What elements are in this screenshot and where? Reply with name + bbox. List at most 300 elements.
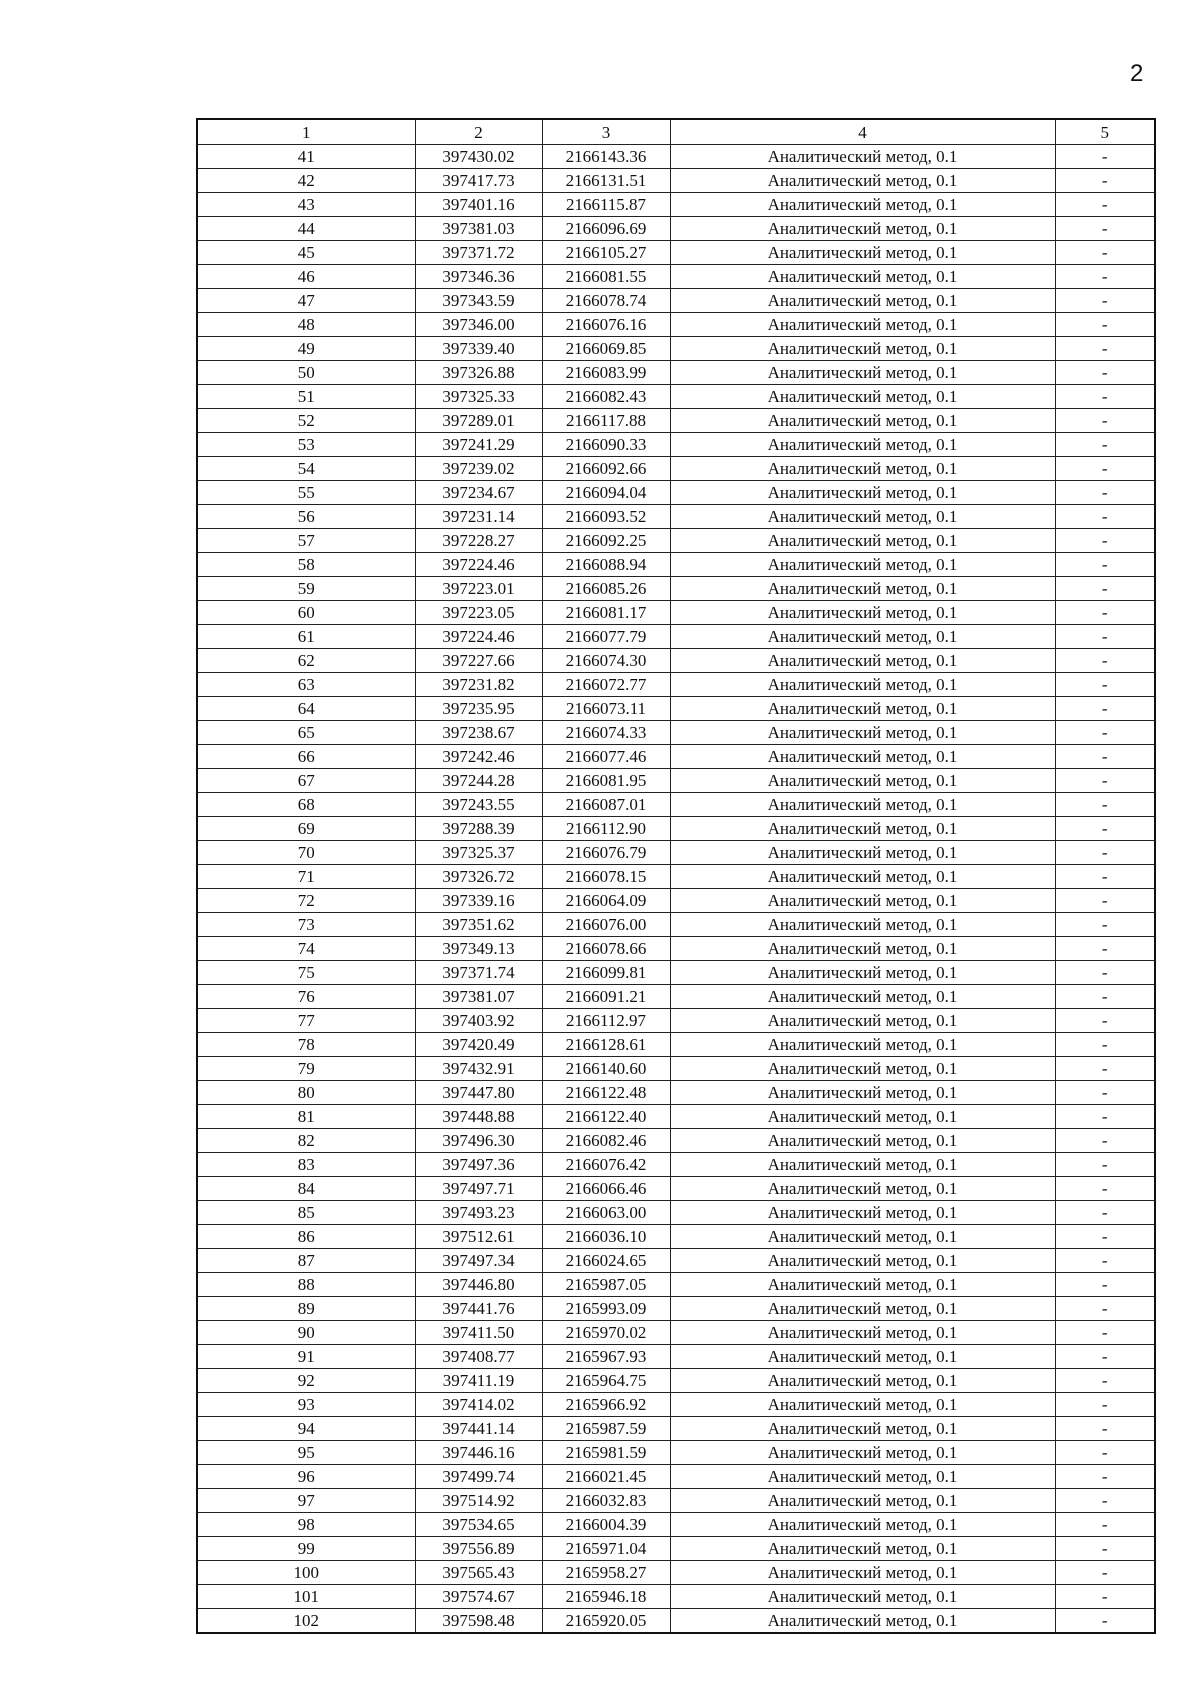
method-cell: Аналитический метод, 0.1 — [670, 1393, 1055, 1417]
table-row — [197, 1321, 1155, 1345]
method-cell: Аналитический метод, 0.1 — [670, 1585, 1055, 1609]
point-number-cell: 47 — [197, 289, 415, 313]
x-coordinate-cell: 397556.89 — [415, 1537, 542, 1561]
note-cell: - — [1055, 1129, 1155, 1153]
y-coordinate-cell: 2166092.25 — [542, 529, 670, 553]
x-coordinate-cell: 397411.50 — [415, 1321, 542, 1345]
x-coordinate-cell: 397326.72 — [415, 865, 542, 889]
point-number-cell: 67 — [197, 769, 415, 793]
note-cell: - — [1055, 625, 1155, 649]
x-coordinate-cell: 397430.02 — [415, 145, 542, 169]
table-row — [197, 217, 1155, 241]
point-number-cell: 92 — [197, 1369, 415, 1393]
y-coordinate-cell: 2166112.90 — [542, 817, 670, 841]
y-coordinate-cell: 2166092.66 — [542, 457, 670, 481]
note-cell: - — [1055, 1513, 1155, 1537]
table-row — [197, 1441, 1155, 1465]
method-cell: Аналитический метод, 0.1 — [670, 1369, 1055, 1393]
point-number-cell: 66 — [197, 745, 415, 769]
y-coordinate-cell: 2166140.60 — [542, 1057, 670, 1081]
y-coordinate-cell: 2166074.33 — [542, 721, 670, 745]
point-number-cell: 56 — [197, 505, 415, 529]
y-coordinate-cell: 2166082.46 — [542, 1129, 670, 1153]
method-cell: Аналитический метод, 0.1 — [670, 1273, 1055, 1297]
method-cell: Аналитический метод, 0.1 — [670, 817, 1055, 841]
method-cell: Аналитический метод, 0.1 — [670, 937, 1055, 961]
method-cell: Аналитический метод, 0.1 — [670, 241, 1055, 265]
table-row — [197, 1369, 1155, 1393]
note-cell: - — [1055, 1489, 1155, 1513]
table-body — [197, 145, 1155, 1634]
table-row — [197, 289, 1155, 313]
y-coordinate-cell: 2165920.05 — [542, 1609, 670, 1634]
y-coordinate-cell: 2166131.51 — [542, 169, 670, 193]
column-header: 1 — [197, 119, 415, 145]
table-row — [197, 625, 1155, 649]
y-coordinate-cell: 2165958.27 — [542, 1561, 670, 1585]
y-coordinate-cell: 2165993.09 — [542, 1297, 670, 1321]
point-number-cell: 74 — [197, 937, 415, 961]
table-row — [197, 433, 1155, 457]
method-cell: Аналитический метод, 0.1 — [670, 601, 1055, 625]
point-number-cell: 72 — [197, 889, 415, 913]
note-cell: - — [1055, 1153, 1155, 1177]
y-coordinate-cell: 2165967.93 — [542, 1345, 670, 1369]
method-cell: Аналитический метод, 0.1 — [670, 1297, 1055, 1321]
method-cell: Аналитический метод, 0.1 — [670, 265, 1055, 289]
point-number-cell: 41 — [197, 145, 415, 169]
method-cell: Аналитический метод, 0.1 — [670, 1201, 1055, 1225]
table-row — [197, 793, 1155, 817]
x-coordinate-cell: 397493.23 — [415, 1201, 542, 1225]
method-cell: Аналитический метод, 0.1 — [670, 1129, 1055, 1153]
note-cell: - — [1055, 169, 1155, 193]
y-coordinate-cell: 2165970.02 — [542, 1321, 670, 1345]
point-number-cell: 91 — [197, 1345, 415, 1369]
note-cell: - — [1055, 769, 1155, 793]
method-cell: Аналитический метод, 0.1 — [670, 1321, 1055, 1345]
note-cell: - — [1055, 1201, 1155, 1225]
note-cell: - — [1055, 1081, 1155, 1105]
table-row — [197, 961, 1155, 985]
x-coordinate-cell: 397234.67 — [415, 481, 542, 505]
method-cell: Аналитический метод, 0.1 — [670, 505, 1055, 529]
x-coordinate-cell: 397238.67 — [415, 721, 542, 745]
x-coordinate-cell: 397351.62 — [415, 913, 542, 937]
table-row — [197, 313, 1155, 337]
method-cell: Аналитический метод, 0.1 — [670, 1489, 1055, 1513]
method-cell: Аналитический метод, 0.1 — [670, 865, 1055, 889]
y-coordinate-cell: 2166078.15 — [542, 865, 670, 889]
x-coordinate-cell: 397574.67 — [415, 1585, 542, 1609]
point-number-cell: 44 — [197, 217, 415, 241]
point-number-cell: 59 — [197, 577, 415, 601]
table-row — [197, 1177, 1155, 1201]
point-number-cell: 84 — [197, 1177, 415, 1201]
note-cell: - — [1055, 385, 1155, 409]
x-coordinate-cell: 397534.65 — [415, 1513, 542, 1537]
point-number-cell: 55 — [197, 481, 415, 505]
table-row — [197, 985, 1155, 1009]
page-number: 2 — [1130, 60, 1144, 87]
y-coordinate-cell: 2166094.04 — [542, 481, 670, 505]
y-coordinate-cell: 2166077.46 — [542, 745, 670, 769]
note-cell: - — [1055, 937, 1155, 961]
table-row — [197, 1033, 1155, 1057]
y-coordinate-cell: 2166088.94 — [542, 553, 670, 577]
note-cell: - — [1055, 1417, 1155, 1441]
note-cell: - — [1055, 1537, 1155, 1561]
method-cell: Аналитический метод, 0.1 — [670, 1441, 1055, 1465]
note-cell: - — [1055, 241, 1155, 265]
x-coordinate-cell: 397231.82 — [415, 673, 542, 697]
y-coordinate-cell: 2166077.79 — [542, 625, 670, 649]
y-coordinate-cell: 2165987.59 — [542, 1417, 670, 1441]
note-cell: - — [1055, 409, 1155, 433]
x-coordinate-cell: 397289.01 — [415, 409, 542, 433]
table-row — [197, 553, 1155, 577]
point-number-cell: 90 — [197, 1321, 415, 1345]
table-row — [197, 1009, 1155, 1033]
point-number-cell: 51 — [197, 385, 415, 409]
table-row — [197, 385, 1155, 409]
table-row — [197, 601, 1155, 625]
note-cell: - — [1055, 673, 1155, 697]
x-coordinate-cell: 397243.55 — [415, 793, 542, 817]
table-row — [197, 1105, 1155, 1129]
table-row — [197, 361, 1155, 385]
x-coordinate-cell: 397401.16 — [415, 193, 542, 217]
x-coordinate-cell: 397514.92 — [415, 1489, 542, 1513]
method-cell: Аналитический метод, 0.1 — [670, 217, 1055, 241]
x-coordinate-cell: 397448.88 — [415, 1105, 542, 1129]
table-row — [197, 529, 1155, 553]
y-coordinate-cell: 2166085.26 — [542, 577, 670, 601]
x-coordinate-cell: 397228.27 — [415, 529, 542, 553]
y-coordinate-cell: 2166064.09 — [542, 889, 670, 913]
point-number-cell: 101 — [197, 1585, 415, 1609]
note-cell: - — [1055, 217, 1155, 241]
x-coordinate-cell: 397326.88 — [415, 361, 542, 385]
y-coordinate-cell: 2166115.87 — [542, 193, 670, 217]
x-coordinate-cell: 397371.74 — [415, 961, 542, 985]
y-coordinate-cell: 2166122.40 — [542, 1105, 670, 1129]
y-coordinate-cell: 2166091.21 — [542, 985, 670, 1009]
x-coordinate-cell: 397224.46 — [415, 625, 542, 649]
table-row — [197, 769, 1155, 793]
x-coordinate-cell: 397381.03 — [415, 217, 542, 241]
table-row — [197, 145, 1155, 169]
column-header: 4 — [670, 119, 1055, 145]
table-row — [197, 1057, 1155, 1081]
y-coordinate-cell: 2166105.27 — [542, 241, 670, 265]
x-coordinate-cell: 397446.80 — [415, 1273, 542, 1297]
point-number-cell: 65 — [197, 721, 415, 745]
table-row — [197, 1561, 1155, 1585]
table-row — [197, 913, 1155, 937]
table-row — [197, 1609, 1155, 1634]
x-coordinate-cell: 397242.46 — [415, 745, 542, 769]
table-row — [197, 937, 1155, 961]
table-row — [197, 841, 1155, 865]
point-number-cell: 83 — [197, 1153, 415, 1177]
x-coordinate-cell: 397235.95 — [415, 697, 542, 721]
note-cell: - — [1055, 1105, 1155, 1129]
method-cell: Аналитический метод, 0.1 — [670, 361, 1055, 385]
column-header: 3 — [542, 119, 670, 145]
point-number-cell: 89 — [197, 1297, 415, 1321]
x-coordinate-cell: 397432.91 — [415, 1057, 542, 1081]
x-coordinate-cell: 397499.74 — [415, 1465, 542, 1489]
note-cell: - — [1055, 553, 1155, 577]
note-cell: - — [1055, 433, 1155, 457]
table-row — [197, 1129, 1155, 1153]
x-coordinate-cell: 397565.43 — [415, 1561, 542, 1585]
method-cell: Аналитический метод, 0.1 — [670, 1345, 1055, 1369]
note-cell: - — [1055, 985, 1155, 1009]
table-row — [197, 169, 1155, 193]
x-coordinate-cell: 397325.33 — [415, 385, 542, 409]
table-row — [197, 1393, 1155, 1417]
y-coordinate-cell: 2166143.36 — [542, 145, 670, 169]
note-cell: - — [1055, 1393, 1155, 1417]
y-coordinate-cell: 2165987.05 — [542, 1273, 670, 1297]
table-row — [197, 1081, 1155, 1105]
table-row — [197, 697, 1155, 721]
method-cell: Аналитический метод, 0.1 — [670, 553, 1055, 577]
point-number-cell: 85 — [197, 1201, 415, 1225]
x-coordinate-cell: 397414.02 — [415, 1393, 542, 1417]
table-row — [197, 1201, 1155, 1225]
point-number-cell: 96 — [197, 1465, 415, 1489]
note-cell: - — [1055, 841, 1155, 865]
point-number-cell: 97 — [197, 1489, 415, 1513]
y-coordinate-cell: 2166066.46 — [542, 1177, 670, 1201]
y-coordinate-cell: 2166093.52 — [542, 505, 670, 529]
table-row — [197, 1585, 1155, 1609]
x-coordinate-cell: 397441.76 — [415, 1297, 542, 1321]
note-cell: - — [1055, 1297, 1155, 1321]
note-cell: - — [1055, 745, 1155, 769]
x-coordinate-cell: 397223.01 — [415, 577, 542, 601]
point-number-cell: 68 — [197, 793, 415, 817]
method-cell: Аналитический метод, 0.1 — [670, 841, 1055, 865]
note-cell: - — [1055, 361, 1155, 385]
note-cell: - — [1055, 913, 1155, 937]
method-cell: Аналитический метод, 0.1 — [670, 961, 1055, 985]
note-cell: - — [1055, 1009, 1155, 1033]
point-number-cell: 52 — [197, 409, 415, 433]
note-cell: - — [1055, 1057, 1155, 1081]
point-number-cell: 57 — [197, 529, 415, 553]
x-coordinate-cell: 397497.36 — [415, 1153, 542, 1177]
table-row — [197, 505, 1155, 529]
point-number-cell: 81 — [197, 1105, 415, 1129]
method-cell: Аналитический метод, 0.1 — [670, 1009, 1055, 1033]
point-number-cell: 73 — [197, 913, 415, 937]
y-coordinate-cell: 2166117.88 — [542, 409, 670, 433]
point-number-cell: 60 — [197, 601, 415, 625]
point-number-cell: 80 — [197, 1081, 415, 1105]
point-number-cell: 64 — [197, 697, 415, 721]
table-row — [197, 481, 1155, 505]
point-number-cell: 71 — [197, 865, 415, 889]
method-cell: Аналитический метод, 0.1 — [670, 793, 1055, 817]
method-cell: Аналитический метод, 0.1 — [670, 721, 1055, 745]
note-cell: - — [1055, 265, 1155, 289]
x-coordinate-cell: 397349.13 — [415, 937, 542, 961]
point-number-cell: 70 — [197, 841, 415, 865]
x-coordinate-cell: 397325.37 — [415, 841, 542, 865]
method-cell: Аналитический метод, 0.1 — [670, 577, 1055, 601]
y-coordinate-cell: 2166032.83 — [542, 1489, 670, 1513]
y-coordinate-cell: 2166074.30 — [542, 649, 670, 673]
x-coordinate-cell: 397497.71 — [415, 1177, 542, 1201]
point-number-cell: 77 — [197, 1009, 415, 1033]
note-cell: - — [1055, 1369, 1155, 1393]
note-cell: - — [1055, 793, 1155, 817]
x-coordinate-cell: 397288.39 — [415, 817, 542, 841]
note-cell: - — [1055, 1609, 1155, 1634]
method-cell: Аналитический метод, 0.1 — [670, 1177, 1055, 1201]
table-row — [197, 1537, 1155, 1561]
y-coordinate-cell: 2166024.65 — [542, 1249, 670, 1273]
note-cell: - — [1055, 1441, 1155, 1465]
table-row — [197, 1513, 1155, 1537]
table-row — [197, 193, 1155, 217]
point-number-cell: 93 — [197, 1393, 415, 1417]
table-row — [197, 1249, 1155, 1273]
y-coordinate-cell: 2166087.01 — [542, 793, 670, 817]
y-coordinate-cell: 2166076.79 — [542, 841, 670, 865]
table-row — [197, 889, 1155, 913]
table-row — [197, 1489, 1155, 1513]
method-cell: Аналитический метод, 0.1 — [670, 985, 1055, 1009]
y-coordinate-cell: 2166078.66 — [542, 937, 670, 961]
method-cell: Аналитический метод, 0.1 — [670, 649, 1055, 673]
y-coordinate-cell: 2166099.81 — [542, 961, 670, 985]
column-header: 5 — [1055, 119, 1155, 145]
point-number-cell: 87 — [197, 1249, 415, 1273]
method-cell: Аналитический метод, 0.1 — [670, 409, 1055, 433]
column-header: 2 — [415, 119, 542, 145]
method-cell: Аналитический метод, 0.1 — [670, 1225, 1055, 1249]
note-cell: - — [1055, 721, 1155, 745]
x-coordinate-cell: 397411.19 — [415, 1369, 542, 1393]
note-cell: - — [1055, 889, 1155, 913]
y-coordinate-cell: 2166082.43 — [542, 385, 670, 409]
x-coordinate-cell: 397446.16 — [415, 1441, 542, 1465]
note-cell: - — [1055, 1465, 1155, 1489]
note-cell: - — [1055, 457, 1155, 481]
x-coordinate-cell: 397420.49 — [415, 1033, 542, 1057]
y-coordinate-cell: 2166076.42 — [542, 1153, 670, 1177]
table-row — [197, 577, 1155, 601]
note-cell: - — [1055, 145, 1155, 169]
y-coordinate-cell: 2166081.95 — [542, 769, 670, 793]
y-coordinate-cell: 2166096.69 — [542, 217, 670, 241]
x-coordinate-cell: 397346.36 — [415, 265, 542, 289]
x-coordinate-cell: 397497.34 — [415, 1249, 542, 1273]
method-cell: Аналитический метод, 0.1 — [670, 145, 1055, 169]
x-coordinate-cell: 397512.61 — [415, 1225, 542, 1249]
x-coordinate-cell: 397241.29 — [415, 433, 542, 457]
point-number-cell: 48 — [197, 313, 415, 337]
table-row — [197, 649, 1155, 673]
y-coordinate-cell: 2165964.75 — [542, 1369, 670, 1393]
x-coordinate-cell: 397598.48 — [415, 1609, 542, 1634]
x-coordinate-cell: 397227.66 — [415, 649, 542, 673]
method-cell: Аналитический метод, 0.1 — [670, 1609, 1055, 1634]
y-coordinate-cell: 2166069.85 — [542, 337, 670, 361]
y-coordinate-cell: 2166036.10 — [542, 1225, 670, 1249]
method-cell: Аналитический метод, 0.1 — [670, 889, 1055, 913]
note-cell: - — [1055, 1225, 1155, 1249]
x-coordinate-cell: 397346.00 — [415, 313, 542, 337]
table-row — [197, 865, 1155, 889]
y-coordinate-cell: 2166081.17 — [542, 601, 670, 625]
y-coordinate-cell: 2166021.45 — [542, 1465, 670, 1489]
table-row — [197, 745, 1155, 769]
x-coordinate-cell: 397381.07 — [415, 985, 542, 1009]
method-cell: Аналитический метод, 0.1 — [670, 529, 1055, 553]
point-number-cell: 62 — [197, 649, 415, 673]
method-cell: Аналитический метод, 0.1 — [670, 625, 1055, 649]
note-cell: - — [1055, 961, 1155, 985]
method-cell: Аналитический метод, 0.1 — [670, 457, 1055, 481]
y-coordinate-cell: 2166081.55 — [542, 265, 670, 289]
note-cell: - — [1055, 577, 1155, 601]
point-number-cell: 88 — [197, 1273, 415, 1297]
table-row — [197, 337, 1155, 361]
y-coordinate-cell: 2165971.04 — [542, 1537, 670, 1561]
method-cell: Аналитический метод, 0.1 — [670, 193, 1055, 217]
note-cell: - — [1055, 481, 1155, 505]
x-coordinate-cell: 397447.80 — [415, 1081, 542, 1105]
method-cell: Аналитический метод, 0.1 — [670, 769, 1055, 793]
point-number-cell: 43 — [197, 193, 415, 217]
point-number-cell: 63 — [197, 673, 415, 697]
table-row — [197, 1417, 1155, 1441]
method-cell: Аналитический метод, 0.1 — [670, 433, 1055, 457]
method-cell: Аналитический метод, 0.1 — [670, 337, 1055, 361]
y-coordinate-cell: 2166072.77 — [542, 673, 670, 697]
y-coordinate-cell: 2166004.39 — [542, 1513, 670, 1537]
point-number-cell: 58 — [197, 553, 415, 577]
header-row — [197, 119, 1155, 145]
coordinates-table — [196, 118, 1156, 1634]
point-number-cell: 69 — [197, 817, 415, 841]
point-number-cell: 45 — [197, 241, 415, 265]
method-cell: Аналитический метод, 0.1 — [670, 697, 1055, 721]
note-cell: - — [1055, 313, 1155, 337]
table-row — [197, 1153, 1155, 1177]
y-coordinate-cell: 2166112.97 — [542, 1009, 670, 1033]
table-row — [197, 1297, 1155, 1321]
note-cell: - — [1055, 865, 1155, 889]
note-cell: - — [1055, 337, 1155, 361]
note-cell: - — [1055, 193, 1155, 217]
x-coordinate-cell: 397339.40 — [415, 337, 542, 361]
point-number-cell: 102 — [197, 1609, 415, 1634]
note-cell: - — [1055, 1249, 1155, 1273]
method-cell: Аналитический метод, 0.1 — [670, 313, 1055, 337]
y-coordinate-cell: 2166073.11 — [542, 697, 670, 721]
y-coordinate-cell: 2165946.18 — [542, 1585, 670, 1609]
y-coordinate-cell: 2166083.99 — [542, 361, 670, 385]
point-number-cell: 99 — [197, 1537, 415, 1561]
method-cell: Аналитический метод, 0.1 — [670, 1513, 1055, 1537]
